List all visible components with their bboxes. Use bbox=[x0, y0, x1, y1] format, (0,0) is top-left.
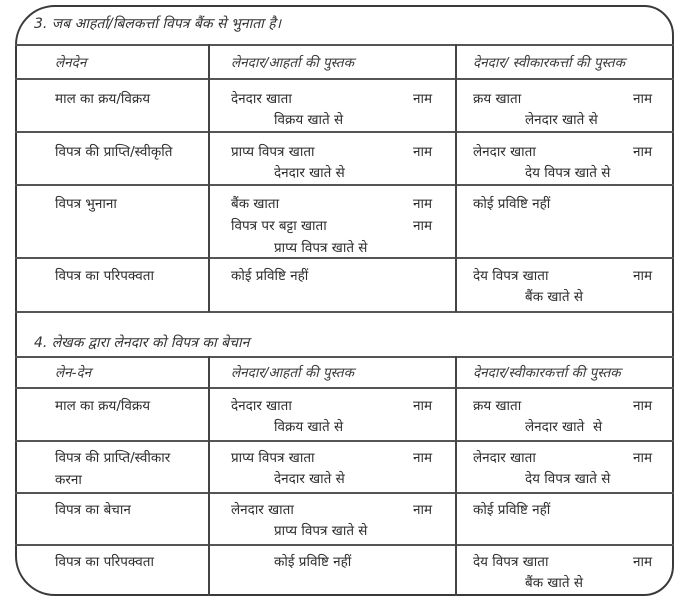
debit-account: लेनदार खाता bbox=[473, 144, 536, 160]
dr-label: नाम bbox=[633, 450, 653, 466]
transaction-label: विपत्र की प्राप्ति/स्वीकृति bbox=[55, 144, 173, 160]
dr-label: नाम bbox=[413, 218, 433, 234]
credit-account: देय विपत्र खाते से bbox=[525, 165, 611, 181]
debit-account: क्रय खाता bbox=[473, 398, 522, 414]
dr-label: नाम bbox=[633, 144, 653, 160]
credit-account: देय विपत्र खाते से bbox=[525, 471, 611, 487]
transaction-label: विपत्र का परिपक्वता bbox=[55, 268, 154, 284]
debit-account: देनदार खाता bbox=[231, 91, 292, 107]
debit-account: लेनदार खाता bbox=[473, 450, 536, 466]
credit-account: देनदार खाते से bbox=[274, 165, 345, 181]
transaction-text: विपत्र की प्राप्ति/स्वीकार bbox=[55, 450, 171, 466]
dr-label: नाम bbox=[633, 91, 653, 107]
divider bbox=[15, 356, 674, 358]
no-entry-text: कोई प्रविष्टि नहीं bbox=[473, 196, 551, 212]
debit-account: लेनदार खाता bbox=[231, 502, 294, 518]
debit-account: प्राप्य विपत्र खाता bbox=[231, 144, 315, 160]
divider bbox=[15, 311, 674, 313]
transaction-text: विपत्र का परिपक्वता bbox=[55, 554, 154, 570]
header-drawee-book: देनदार/स्वीकारकर्त्ता की पुस्तक bbox=[473, 365, 621, 381]
section-title: 4. लेखक द्वारा लेनदार को विपत्र का बेचान bbox=[34, 335, 250, 351]
credit-account: बैंक खाते से bbox=[525, 289, 584, 305]
transaction-text: करना bbox=[55, 472, 82, 488]
divider bbox=[15, 544, 674, 546]
column-divider bbox=[455, 44, 457, 312]
debit-account: देय विपत्र खाता bbox=[473, 554, 549, 570]
dr-label: नाम bbox=[413, 196, 433, 212]
credit-account: लेनदार खाते से bbox=[525, 419, 603, 435]
divider bbox=[15, 131, 674, 133]
divider bbox=[15, 44, 674, 46]
credit-account: देनदार खाते से bbox=[274, 471, 345, 487]
dr-label: नाम bbox=[413, 91, 433, 107]
header-drawer-book: लेनदार/आहर्ता की पुस्तक bbox=[231, 365, 354, 381]
dr-label: नाम bbox=[413, 450, 433, 466]
credit-account: प्राप्य विपत्र खाते से bbox=[274, 240, 368, 256]
no-entry-text: कोई प्रविष्टि नहीं bbox=[473, 502, 551, 518]
debit-account: क्रय खाता bbox=[473, 91, 522, 107]
dr-label: नाम bbox=[413, 144, 433, 160]
dr-label: नाम bbox=[413, 502, 433, 518]
divider bbox=[15, 184, 674, 186]
credit-account: लेनदार खाते से bbox=[525, 112, 598, 128]
debit-account: प्राप्य विपत्र खाता bbox=[231, 450, 315, 466]
dr-label: नाम bbox=[633, 554, 653, 570]
header-transaction: लेन-देन bbox=[55, 365, 92, 381]
transaction-text: माल का क्रय/विक्रय bbox=[55, 398, 151, 414]
divider bbox=[15, 387, 674, 389]
debit-account: बैंक खाता bbox=[231, 196, 280, 212]
divider bbox=[15, 492, 674, 494]
header-drawee-book: देनदार/ स्वीकारकर्त्ता की पुस्तक bbox=[473, 55, 625, 71]
column-divider bbox=[208, 44, 210, 312]
transaction-label: विपत्र भुनाना bbox=[55, 196, 117, 212]
credit-account: बैंक खाते से bbox=[525, 575, 584, 591]
section-title: 3. जब आहर्ता/बिलकर्त्ता विपत्र बैंक से भुनाता है। bbox=[34, 16, 282, 32]
dr-label: नाम bbox=[633, 268, 653, 284]
transaction-label: माल का क्रय/विक्रय bbox=[55, 91, 151, 107]
no-entry-text: कोई प्रविष्टि नहीं bbox=[231, 268, 309, 284]
transaction-text: विपत्र का बेचान bbox=[55, 502, 131, 518]
credit-account: विक्रय खाते से bbox=[274, 112, 344, 128]
column-divider bbox=[455, 356, 457, 596]
debit-account: देय विपत्र खाता bbox=[473, 268, 549, 284]
divider bbox=[15, 78, 674, 80]
dr-label: नाम bbox=[413, 398, 433, 414]
column-divider bbox=[208, 356, 210, 596]
header-drawer-book: लेनदार/आहर्ता की पुस्तक bbox=[231, 55, 354, 71]
debit-account: विपत्र पर बट्टा खाता bbox=[231, 218, 327, 234]
credit-account: प्राप्य विपत्र खाते से bbox=[274, 523, 368, 539]
credit-account: विक्रय खाते से bbox=[274, 419, 344, 435]
no-entry-text: कोई प्रविष्टि नहीं bbox=[274, 554, 352, 570]
divider bbox=[15, 440, 674, 442]
header-transaction: लेनदेन bbox=[55, 55, 87, 71]
debit-account: देनदार खाता bbox=[231, 398, 292, 414]
dr-label: नाम bbox=[633, 398, 653, 414]
